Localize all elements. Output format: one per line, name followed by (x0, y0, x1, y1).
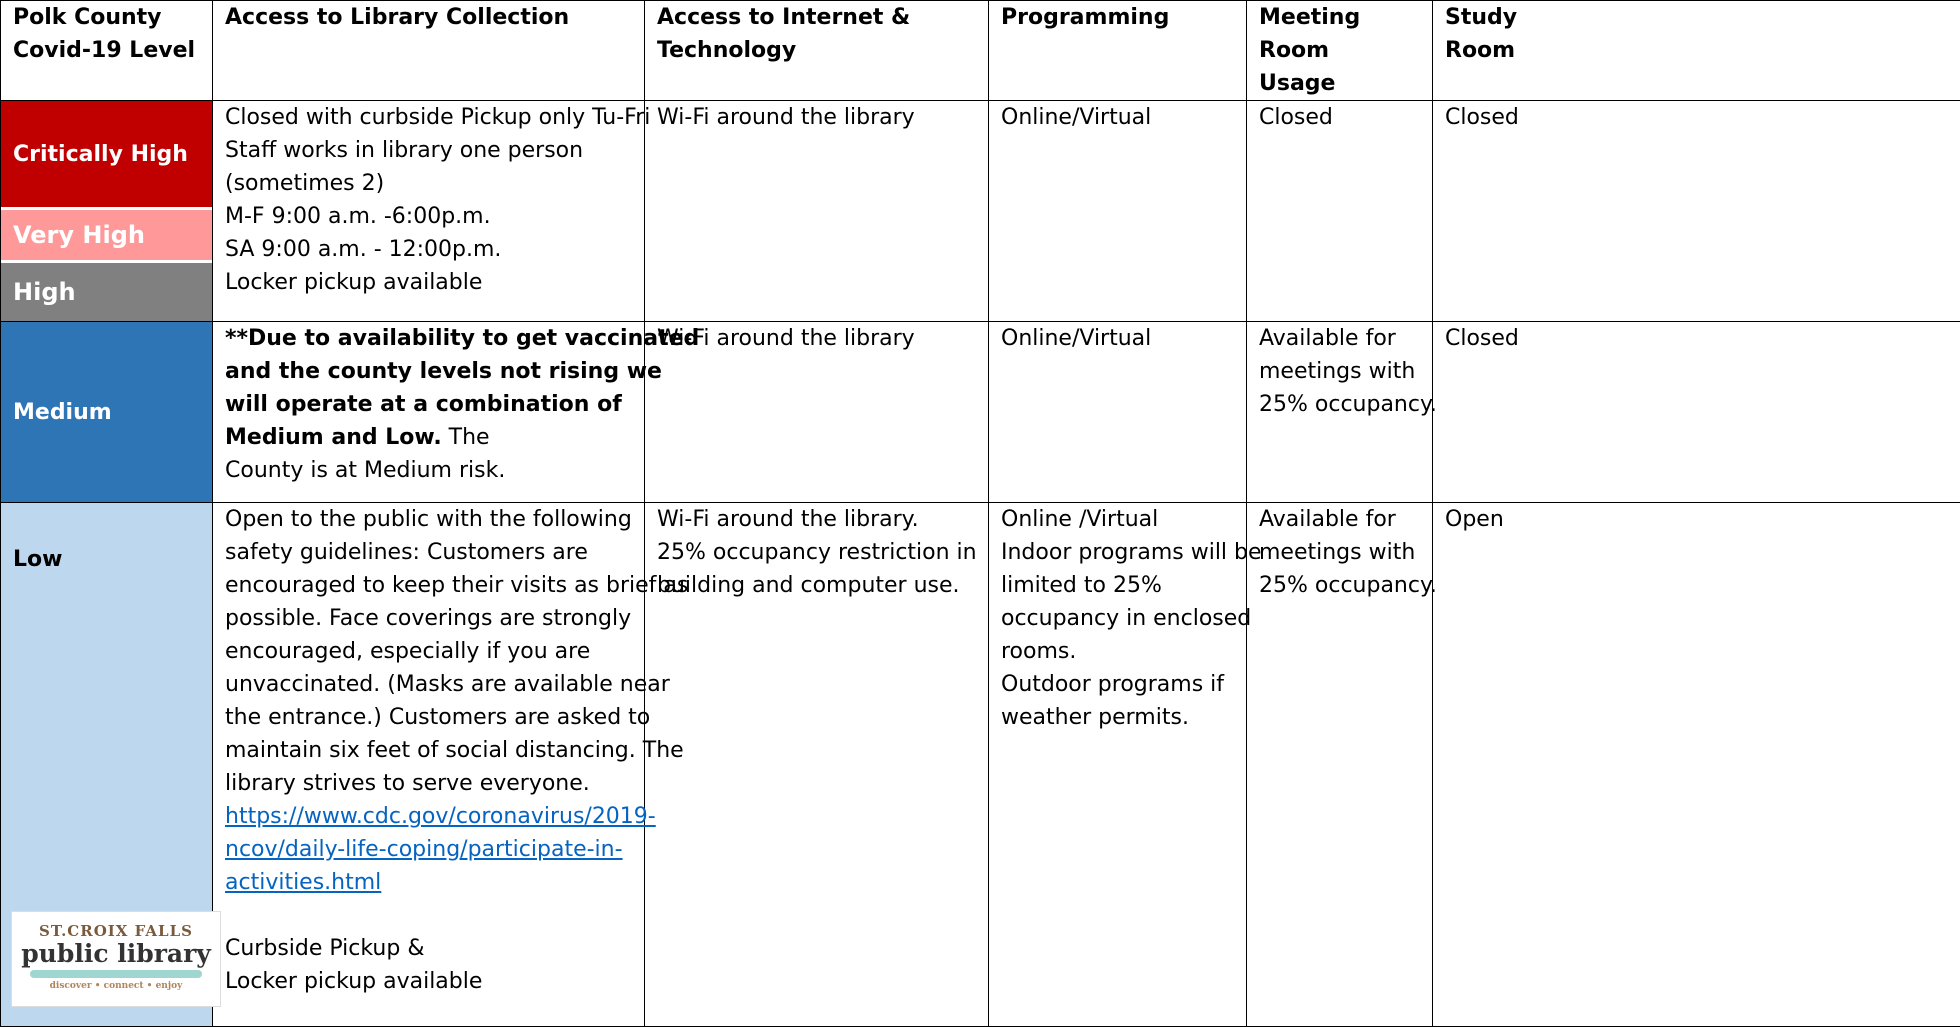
header-collection (213, 1, 645, 101)
logo-tagline: discover • connect • enjoy (12, 980, 220, 992)
text-line: meetings with (1259, 536, 1420, 569)
text-line: Staff works in library one person (225, 134, 632, 167)
level-band-very-high (1, 210, 212, 260)
header-study-room (1433, 1, 1960, 101)
header-collection-label: Access to Library Collection (225, 1, 632, 34)
level-band-low (1, 503, 212, 603)
text-line: building and computer use. (657, 569, 976, 602)
text-line: Indoor programs will be (1001, 536, 1234, 569)
cdc-link[interactable] (225, 800, 632, 899)
text-line: Outdoor programs if (1001, 668, 1234, 701)
text-line: Wi-Fi around the library (657, 101, 976, 134)
plain-text: The (442, 425, 490, 450)
text-line: meetings with (1259, 355, 1420, 388)
text-line: Available for (1259, 503, 1420, 536)
header-level-line1: Polk County (13, 1, 200, 34)
text-line: library strives to serve everyone. (225, 767, 632, 800)
header-programming-label: Programming (1001, 1, 1234, 34)
text-line: County is at Medium risk. (225, 454, 632, 487)
header-level-line2: Covid-19 Level (13, 34, 200, 67)
level-band-medium (1, 322, 212, 502)
table-row (1, 322, 1960, 503)
text-line (225, 421, 632, 454)
level-cell-high (1, 101, 213, 322)
study-cell (1433, 322, 1960, 503)
text-line: Closed with curbside Pickup only Tu-Fri (225, 101, 632, 134)
internet-cell (645, 101, 989, 322)
level-label-medium: Medium (13, 396, 112, 429)
blank-line (225, 899, 632, 932)
text-line: Closed (1445, 322, 1948, 355)
text-line: Closed (1445, 101, 1948, 134)
header-internet-label: Access to Internet & Technology (657, 1, 976, 67)
text-line: weather permits. (1001, 701, 1234, 734)
text-line: Wi-Fi around the library. (657, 503, 976, 536)
text-line: SA 9:00 a.m. - 12:00p.m. (225, 233, 632, 266)
header-meeting-line2: Usage (1259, 67, 1420, 100)
collection-cell (213, 503, 645, 1027)
study-cell (1433, 503, 1960, 1027)
text-line: Online /Virtual (1001, 503, 1234, 536)
text-line: 25% occupancy. (1259, 569, 1420, 602)
bold-text: Medium and Low. (225, 425, 442, 450)
level-cell-medium (1, 322, 213, 503)
text-line: maintain six feet of social distancing. The (225, 734, 632, 767)
text-line: will operate at a combination of (225, 388, 632, 421)
meeting-cell (1247, 101, 1433, 322)
text-line: Open to the public with the following (225, 503, 632, 536)
meeting-cell (1247, 322, 1433, 503)
header-programming (989, 1, 1247, 101)
study-cell (1433, 101, 1960, 322)
text-line: the entrance.) Customers are asked to (225, 701, 632, 734)
collection-cell (213, 322, 645, 503)
text-line: limited to 25% (1001, 569, 1234, 602)
text-line: rooms. (1001, 635, 1234, 668)
level-band-high (1, 263, 212, 321)
text-line: safety guidelines: Customers are (225, 536, 632, 569)
text-line: Curbside Pickup & (225, 932, 632, 965)
level-label-critically-high: Critically High (13, 138, 188, 171)
logo-line1: ST.CROIX FALLS (12, 922, 220, 940)
level-cell-low (1, 503, 213, 1027)
header-study-line2: Room (1445, 34, 1948, 67)
table-row (1, 503, 1960, 1027)
text-line: Online/Virtual (1001, 322, 1234, 355)
meeting-cell (1247, 503, 1433, 1027)
text-line: Online/Virtual (1001, 101, 1234, 134)
text-line: and the county levels not rising we (225, 355, 632, 388)
text-line: Locker pickup available (225, 965, 632, 998)
header-meeting-room (1247, 1, 1433, 101)
text-line: 25% occupancy. (1259, 388, 1420, 421)
text-line: (sometimes 2) (225, 167, 632, 200)
programming-cell (989, 101, 1247, 322)
text-line: 25% occupancy restriction in (657, 536, 976, 569)
header-internet (645, 1, 989, 101)
text-line: encouraged to keep their visits as brief as (225, 569, 632, 602)
text-line: encouraged, especially if you are (225, 635, 632, 668)
text-line: Open (1445, 503, 1948, 536)
header-study-line1: Study (1445, 1, 1948, 34)
level-label-high: High (13, 276, 76, 309)
cdc-link-line[interactable]: https://www.cdc.gov/coronavirus/2019- (225, 804, 656, 829)
level-band-critically-high (1, 101, 212, 207)
level-label-low: Low (13, 543, 62, 576)
header-meeting-line1: Meeting Room (1259, 1, 1420, 67)
cdc-link-line[interactable]: activities.html (225, 870, 381, 895)
header-level (1, 1, 213, 101)
programming-cell (989, 503, 1247, 1027)
level-label-very-high: Very High (13, 219, 145, 252)
text-line: occupancy in enclosed (1001, 602, 1234, 635)
text-line: **Due to availability to get vaccinated (225, 322, 632, 355)
library-logo (11, 911, 221, 1007)
programming-cell (989, 322, 1247, 503)
internet-cell (645, 503, 989, 1027)
internet-cell (645, 322, 989, 503)
text-line: Locker pickup available (225, 266, 632, 299)
text-line: Available for (1259, 322, 1420, 355)
cdc-link-line[interactable]: ncov/daily-life-coping/participate-in- (225, 837, 623, 862)
logo-line2: public library (12, 940, 220, 968)
header-row (1, 1, 1960, 101)
text-line: M-F 9:00 a.m. -6:00p.m. (225, 200, 632, 233)
collection-cell (213, 101, 645, 322)
logo-wave-icon (30, 970, 202, 978)
text-line: possible. Face coverings are strongly (225, 602, 632, 635)
text-line: Wi-Fi around the library (657, 322, 976, 355)
table-row (1, 101, 1960, 322)
text-line: unvaccinated. (Masks are available near (225, 668, 632, 701)
text-line: Closed (1259, 101, 1420, 134)
